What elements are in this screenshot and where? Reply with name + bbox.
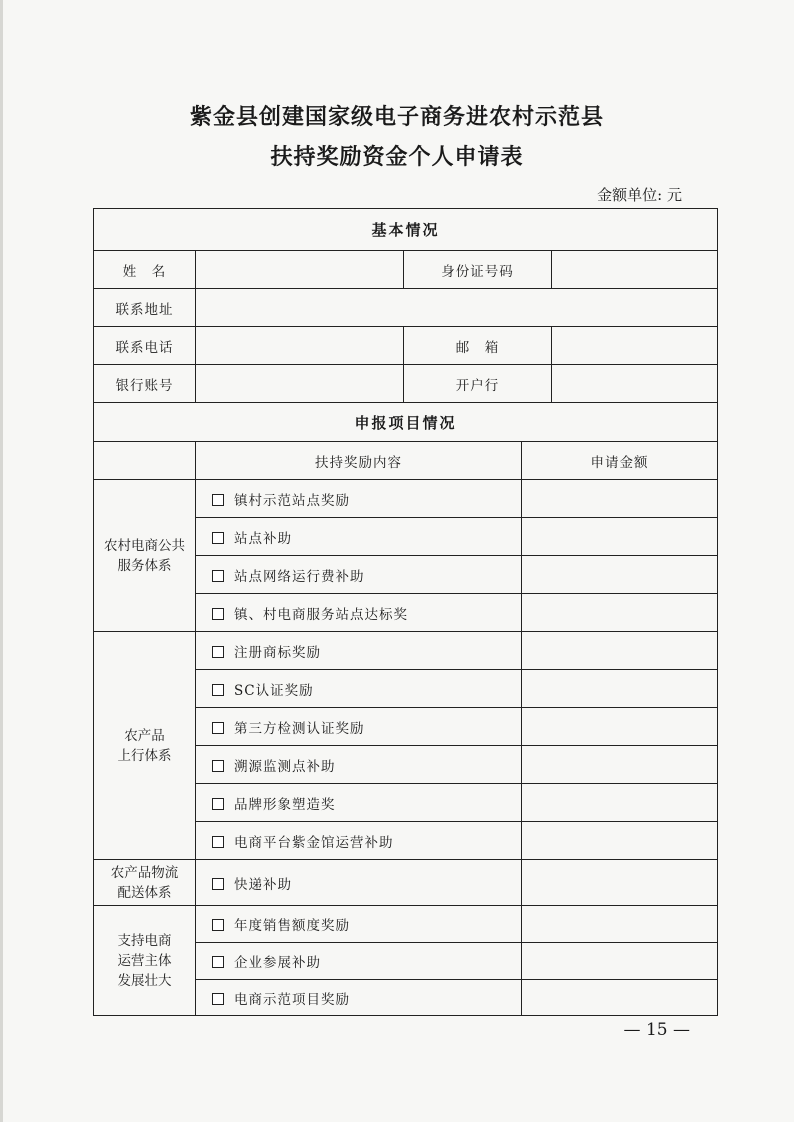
basic-info-heading: 基本情况 bbox=[94, 209, 718, 251]
amount-field[interactable] bbox=[522, 556, 718, 594]
phone-label: 联系电话 bbox=[94, 327, 196, 365]
checkbox-icon[interactable] bbox=[212, 836, 224, 848]
reward-item[interactable] bbox=[196, 632, 522, 670]
reward-item-label: 电商示范项目奖励 bbox=[234, 991, 350, 1008]
amount-field[interactable] bbox=[522, 906, 718, 943]
name-label: 姓 名 bbox=[94, 251, 196, 289]
checkbox-icon[interactable] bbox=[212, 570, 224, 582]
id-number-label: 身份证号码 bbox=[404, 251, 552, 289]
category-agri-logistics: 农产品物流 配送体系 bbox=[94, 860, 196, 906]
checkbox-icon[interactable] bbox=[212, 608, 224, 620]
project-info-heading: 申报项目情况 bbox=[94, 403, 718, 442]
category-rural-public-service: 农村电商公共 服务体系 bbox=[94, 480, 196, 632]
checkbox-icon[interactable] bbox=[212, 684, 224, 696]
page-number: — 15 — bbox=[623, 1020, 690, 1040]
amount-field[interactable] bbox=[522, 822, 718, 860]
amount-field[interactable] bbox=[522, 784, 718, 822]
checkbox-icon[interactable] bbox=[212, 646, 224, 658]
amount-field[interactable] bbox=[522, 594, 718, 632]
reward-item-label: 电商平台紫金馆运营补助 bbox=[234, 834, 394, 851]
bank-account-label: 银行账号 bbox=[94, 365, 196, 403]
phone-field[interactable] bbox=[196, 327, 404, 365]
email-label: 邮 箱 bbox=[404, 327, 552, 365]
checkbox-icon[interactable] bbox=[212, 878, 224, 890]
amount-field[interactable] bbox=[522, 518, 718, 556]
reward-item[interactable] bbox=[196, 518, 522, 556]
amount-unit-label: 金额单位: 元 bbox=[597, 186, 682, 204]
amount-field[interactable] bbox=[522, 632, 718, 670]
amount-field[interactable] bbox=[522, 480, 718, 518]
checkbox-icon[interactable] bbox=[212, 722, 224, 734]
address-label: 联系地址 bbox=[94, 289, 196, 327]
reward-item-label: 企业参展补助 bbox=[234, 955, 321, 971]
reward-item[interactable] bbox=[196, 822, 522, 860]
reward-item-label: 品牌形象塑造奖 bbox=[234, 796, 336, 813]
amount-field[interactable] bbox=[522, 943, 718, 980]
bank-branch-field[interactable] bbox=[552, 365, 718, 403]
reward-item-label: 快递补助 bbox=[234, 876, 292, 893]
id-number-field[interactable] bbox=[552, 251, 718, 289]
reward-item-label: 镇、村电商服务站点达标奖 bbox=[234, 606, 408, 623]
checkbox-icon[interactable] bbox=[212, 494, 224, 506]
reward-item-label: 镇村示范站点奖励 bbox=[234, 492, 350, 509]
reward-item-label: 注册商标奖励 bbox=[234, 644, 321, 661]
reward-item[interactable] bbox=[196, 906, 522, 943]
reward-item-label: 第三方检测认证奖励 bbox=[234, 720, 365, 737]
amount-field[interactable] bbox=[522, 708, 718, 746]
reward-item-label: 溯源监测点补助 bbox=[234, 758, 336, 775]
checkbox-icon[interactable] bbox=[212, 993, 224, 1005]
reward-item-label: 站点补助 bbox=[234, 530, 292, 547]
reward-item[interactable] bbox=[196, 480, 522, 518]
form-title-line2: 扶持奖励资金个人申请表 bbox=[270, 144, 524, 170]
category-header-blank bbox=[94, 442, 196, 480]
category-agri-upstream: 农产品 上行体系 bbox=[94, 632, 196, 860]
bank-branch-label: 开户行 bbox=[404, 365, 552, 403]
name-field[interactable] bbox=[196, 251, 404, 289]
amount-field[interactable] bbox=[522, 670, 718, 708]
reward-item[interactable] bbox=[196, 594, 522, 632]
reward-item-label: 年度销售额度奖励 bbox=[234, 918, 350, 934]
reward-item[interactable] bbox=[196, 746, 522, 784]
reward-item[interactable] bbox=[196, 980, 522, 1016]
reward-item[interactable] bbox=[196, 670, 522, 708]
checkbox-icon[interactable] bbox=[212, 532, 224, 544]
address-field[interactable] bbox=[196, 289, 718, 327]
reward-content-header: 扶持奖励内容 bbox=[196, 442, 522, 480]
reward-item-label: 站点网络运行费补助 bbox=[234, 568, 365, 585]
form-title-line1: 紫金县创建国家级电子商务进农村示范县 bbox=[189, 104, 604, 130]
reward-item-label: SC认证奖励 bbox=[234, 682, 314, 699]
email-field[interactable] bbox=[552, 327, 718, 365]
amount-field[interactable] bbox=[522, 980, 718, 1016]
checkbox-icon[interactable] bbox=[212, 760, 224, 772]
apply-amount-header: 申请金额 bbox=[522, 442, 718, 480]
reward-item[interactable] bbox=[196, 556, 522, 594]
checkbox-icon[interactable] bbox=[212, 956, 224, 968]
reward-item[interactable] bbox=[196, 860, 522, 906]
category-ecommerce-operators: 支持电商 运营主体 发展壮大 bbox=[94, 906, 196, 1016]
bank-account-field[interactable] bbox=[196, 365, 404, 403]
amount-field[interactable] bbox=[522, 746, 718, 784]
reward-item[interactable] bbox=[196, 708, 522, 746]
checkbox-icon[interactable] bbox=[212, 798, 224, 810]
reward-item[interactable] bbox=[196, 943, 522, 980]
reward-item[interactable] bbox=[196, 784, 522, 822]
amount-field[interactable] bbox=[522, 860, 718, 906]
application-form-table bbox=[93, 208, 718, 1016]
checkbox-icon[interactable] bbox=[212, 919, 224, 931]
